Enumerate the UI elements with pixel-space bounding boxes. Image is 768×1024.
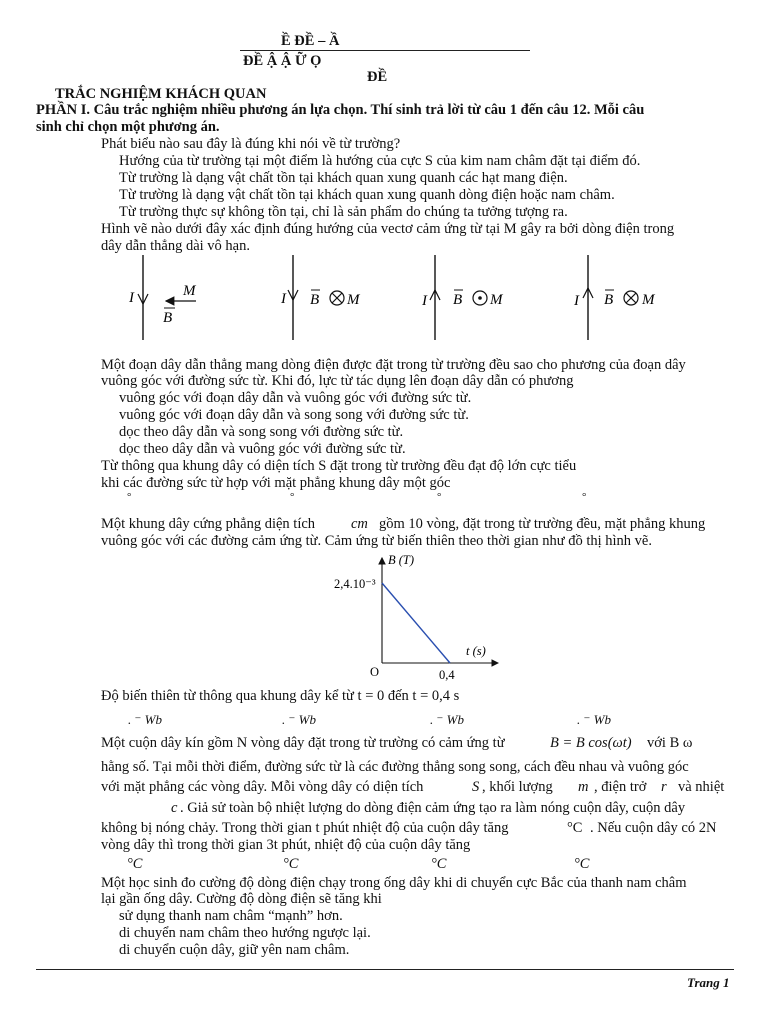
current-label-c: I: [422, 293, 427, 309]
q6-line-4: . Giả sử toàn bộ nhiệt lượng do dòng điện cảm ứng tạo ra làm nóng cuộn dây, cuộn dây: [180, 800, 686, 816]
figure-a: [128, 255, 197, 340]
header-line-3: ĐỀ: [367, 69, 388, 85]
q6-line-1-b: với B ω: [647, 735, 693, 751]
q2-stem-line-1: Hình vẽ nào dưới đây xác định đúng hướng của vectơ cảm ứng từ tại M gây ra bởi dòng điện trong: [101, 221, 675, 237]
q4-option-c: °: [437, 491, 442, 503]
y-axis-label: B (T): [388, 553, 415, 567]
q6-var-S: S: [472, 779, 480, 795]
q3-option-a: vuông góc với đoạn dây dẫn và vuông góc với đường sức từ.: [119, 390, 472, 406]
part-instruction-line-1: PHẦN I. Câu trắc nghiệm nhiều phương án lựa chọn. Thí sinh trả lời từ câu 1 đến câu 12. Mỗi câu: [36, 102, 645, 118]
q5-option-d: . ⁻ Wb: [577, 712, 611, 727]
q6-formula: B = B cos(ωt): [550, 735, 632, 751]
q6-line-5-a: không bị nóng chảy. Trong thời gian t phút nhiệt độ của cuộn dây tăng: [101, 820, 509, 836]
q5-stem-part-a: Một khung dây cứng phẳng diện tích: [101, 516, 316, 532]
q5-stem-part-b: gồm 10 vòng, đặt trong từ trường đều, mặt phẳng khung: [379, 516, 706, 532]
q6-line-3-a: với mặt phẳng các vòng dây. Mỗi vòng dây có diện tích: [101, 779, 424, 795]
q3-option-d: dọc theo dây dẫn và vuông góc với đường sức từ.: [119, 441, 406, 457]
q6-option-a: °C: [127, 856, 143, 872]
field-label-c: B: [453, 292, 463, 308]
q6-line-2: hằng số. Tại mỗi thời điểm, đường sức từ là các đường thẳng song song, cách đều nhau và vuông góc: [101, 759, 689, 775]
q4-stem-line-1: Từ thông qua khung dây có diện tích S đặt trong từ trường đều đạt độ lớn cực tiểu: [101, 458, 577, 474]
x-tick-label: 0,4: [439, 668, 455, 682]
current-label-b: I: [281, 291, 286, 307]
b-series-line: [382, 583, 450, 663]
q6-var-c: c: [171, 800, 178, 816]
q1-stem: Phát biểu nào sau đây là đúng khi nói về từ trường?: [101, 136, 401, 152]
figure-c: [421, 255, 504, 340]
q1-option-d: Từ trường thực sự không tồn tại, chỉ là sản phẩm do chúng ta tưởng tượng ra.: [119, 204, 568, 220]
q4-option-a: °: [127, 491, 132, 503]
q3-option-b: vuông góc với đoạn dây dẫn và song song với đường sức từ.: [119, 407, 469, 423]
field-label-d: B: [604, 292, 614, 308]
q7-option-b: di chuyển nam châm theo hướng ngược lại.: [119, 925, 371, 941]
q6-line-1-a: Một cuộn dây kín gồm N vòng dây đặt trong từ trường có cảm ứng từ: [101, 735, 505, 751]
q4-option-d: °: [582, 491, 587, 503]
q4-stem-line-2: khi các đường sức từ hợp với mặt phẳng khung dây một góc: [101, 475, 451, 491]
q7-option-a: sử dụng thanh nam châm “mạnh” hơn.: [119, 908, 343, 924]
current-label-d: I: [574, 293, 579, 309]
header-line-2: ĐỀ Ậ Ậ Ữ Ọ: [243, 53, 322, 69]
q3-stem-line-2: vuông góc với đường sức từ. Khi đó, lực từ tác dụng lên đoạn dây dẫn có phương: [101, 373, 574, 389]
q5-question: Độ biến thiên từ thông qua khung dây kể từ t = 0 đến t = 0,4 s: [101, 688, 460, 704]
section-title: TRẮC NGHIỆM KHÁCH QUAN: [55, 86, 267, 102]
q5-stem-line-2: vuông góc với các đường cảm ứng từ. Cảm ứng từ biến thiên theo thời gian như đồ thị hình vẽ.: [101, 533, 652, 549]
q7-stem-line-2: lại gần ống dây. Cường độ dòng điện sẽ tăng khi: [101, 891, 382, 907]
current-label-a: I: [129, 290, 134, 306]
q6-option-c: °C: [431, 856, 447, 872]
header-line-1: Ề ĐỀ – Ầ: [281, 33, 340, 49]
q5-chart: [320, 548, 510, 686]
figure-d: [573, 255, 656, 340]
figure-b: [280, 255, 361, 340]
q2-figures: [0, 250, 768, 355]
q6-line-6: vòng dây thì trong thời gian 3t phút, nhiệt độ của cuộn dây tăng: [101, 837, 471, 853]
q1-option-a: Hướng của từ trường tại một điểm là hướng của cực S của kim nam châm đặt tại điểm đó.: [119, 153, 641, 169]
q6-var-r: r: [661, 779, 667, 795]
q5-stem-unit: cm: [351, 516, 368, 532]
q6-var-m: m: [578, 779, 589, 795]
q1-option-b: Từ trường là dạng vật chất tồn tại khách quan xung quanh các hạt mang điện.: [119, 170, 568, 186]
point-label-b: M: [347, 292, 360, 308]
field-label-b: B: [310, 292, 320, 308]
q6-line-3-d: và nhiệt: [678, 779, 725, 795]
point-label-d: M: [642, 292, 655, 308]
part-instruction-line-2: sinh chỉ chọn một phương án.: [36, 119, 220, 135]
q7-stem-line-1: Một học sinh đo cường độ dòng điện chạy trong ống dây khi di chuyển cực Bắc của thanh nam châm: [101, 875, 687, 891]
q1-option-c: Từ trường là dạng vật chất tồn tại khách quan xung quanh dòng điện hoặc nam châm.: [119, 187, 615, 203]
q6-line-3-b: , khối lượng: [482, 779, 553, 795]
q2-stem-line-2: dây dẫn thẳng dài vô hạn.: [101, 238, 250, 254]
q4-option-b: °: [290, 491, 295, 503]
q5-option-b: . ⁻ Wb: [282, 712, 316, 727]
point-label-a: M: [183, 283, 196, 299]
x-axis-label: t (s): [466, 644, 486, 658]
origin-label: O: [370, 665, 380, 679]
footer-rule: [36, 969, 734, 970]
header-rule: [240, 50, 530, 51]
q6-option-d: °C: [574, 856, 590, 872]
q6-option-b: °C: [283, 856, 299, 872]
y-tick-label: 2,4.10⁻³: [334, 577, 376, 591]
q6-line-5-b: . Nếu cuộn dây có 2N: [590, 820, 717, 836]
q5-option-a: . ⁻ Wb: [128, 712, 162, 727]
q6-line-3-c: , điện trở: [594, 779, 647, 795]
q5-option-c: . ⁻ Wb: [430, 712, 464, 727]
field-label-a: B: [163, 310, 173, 326]
page-number: Trang 1: [687, 975, 730, 990]
q7-option-c: di chuyển cuộn dây, giữ yên nam châm.: [119, 942, 350, 958]
q6-line-5-deg: °C: [567, 820, 583, 836]
q3-stem-line-1: Một đoạn dây dẫn thẳng mang dòng điện được đặt trong từ trường đều sao cho phương của đoạn dây: [101, 357, 686, 373]
q3-option-c: dọc theo dây dẫn và song song với đường sức từ.: [119, 424, 404, 440]
point-label-c: M: [490, 292, 503, 308]
